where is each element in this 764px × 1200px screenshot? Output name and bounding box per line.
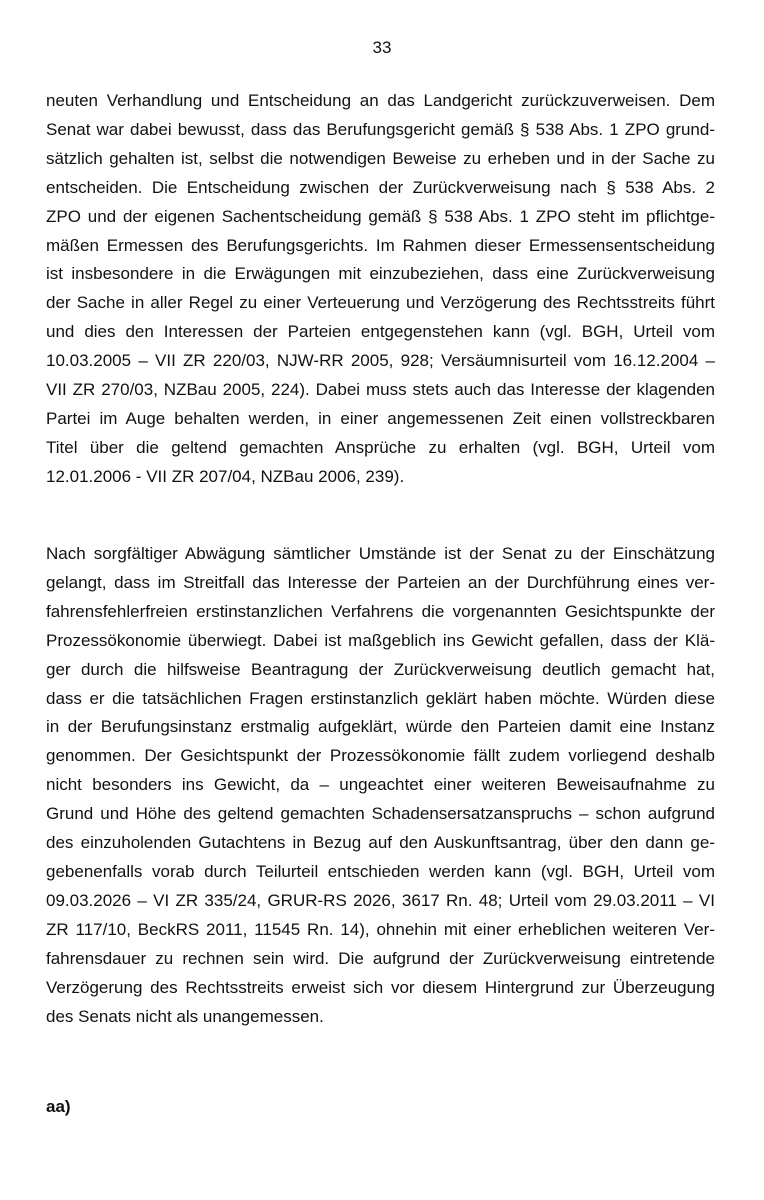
paragraph-1	[46, 87, 715, 492]
paragraph-2	[46, 540, 715, 1031]
text-line: des einzuholenden Gutachtens in Bezug auf den Auskunftsantrag, über den dann ge-	[46, 833, 715, 853]
text-line: 12.01.2006 - VII ZR 207/04, NZBau 2006, 239).	[46, 466, 405, 486]
page-number: 33	[372, 38, 392, 57]
text-line: ist insbesondere in die Erwägungen mit einzubeziehen, dass eine Zurückverweisung	[46, 264, 715, 284]
text-line: und dies den Interessen der Parteien entgegenstehen kann (vgl. BGH, Urteil vom	[46, 322, 715, 342]
text-line: Nach sorgfältiger Abwägung sämtlicher Umstände ist der Senat zu der Einschätzung	[46, 544, 715, 563]
text-line: mäßen Ermessen des Berufungsgerichts. Im Rahmen dieser Ermessensentscheidung	[46, 235, 715, 255]
text-line: Prozessökonomie überwiegt. Dabei ist maßgeblich ins Gewicht gefallen, dass der Klä-	[46, 630, 715, 650]
text-line: des Senats nicht als unangemessen.	[46, 1006, 324, 1026]
text-line: dass er die tatsächlichen Fragen erstinstanzlich geklärt haben möchte. Würden diese	[46, 688, 715, 708]
text-line: Titel über die geltend gemachten Ansprüche zu erhalten (vgl. BGH, Urteil vom	[46, 437, 715, 457]
text-line: Senat war dabei bewusst, dass das Berufungsgericht gemäß § 538 Abs. 1 ZPO grund-	[46, 119, 715, 139]
text-line: ZPO und der eigenen Sachentscheidung gemäß § 538 Abs. 1 ZPO steht im pflichtge-	[46, 206, 715, 226]
text-line: fahrensdauer zu rechnen sein wird. Die aufgrund der Zurückverweisung eintretende	[46, 948, 715, 968]
text-line: Partei im Auge behalten werden, in einer angemessenen Zeit einen vollstreckbaren	[46, 408, 715, 428]
text-line: Grund und Höhe des geltend gemachten Schadensersatzanspruchs – schon aufgrund	[46, 804, 715, 824]
text-line: in der Berufungsinstanz erstmalig aufgeklärt, würde den Parteien damit eine Instanz	[46, 717, 715, 737]
text-line: gebenenfalls vorab durch Teilurteil entschieden werden kann (vgl. BGH, Urteil vom	[46, 861, 715, 881]
text-line: genommen. Der Gesichtspunkt der Prozessökonomie fällt zudem vorliegend deshalb	[46, 746, 715, 766]
section-heading: aa)	[46, 1097, 71, 1116]
text-line: neuten Verhandlung und Entscheidung an das Landgericht zurückzuverweisen. Dem	[46, 91, 715, 110]
text-line: Verzögerung des Rechtsstreits erweist sich vor diesem Hintergrund zur Überzeugung	[46, 977, 715, 997]
text-line: der Sache in aller Regel zu einer Verteuerung und Verzögerung des Rechtsstreits führt	[46, 293, 715, 313]
text-line: 09.03.2026 – VI ZR 335/24, GRUR-RS 2026, 3617 Rn. 48; Urteil vom 29.03.2011 – VI	[46, 890, 715, 910]
text-line: gelangt, dass im Streitfall das Interesse der Parteien an der Durchführung eines ver-	[46, 572, 715, 592]
text-line: VII ZR 270/03, NZBau 2005, 224). Dabei muss stets auch das Interesse der klagenden	[46, 380, 715, 400]
text-line: ger durch die hilfsweise Beantragung der Zurückverweisung deutlich gemacht hat,	[46, 659, 715, 679]
text-line: 10.03.2005 – VII ZR 220/03, NJW-RR 2005, 928; Versäumnisurteil vom 16.12.2004 –	[46, 351, 715, 371]
text-line: fahrensfehlerfreien erstinstanzlichen Verfahrens die vorgenannten Gesichtspunkte der	[46, 601, 715, 621]
text-line: nicht besonders ins Gewicht, da – ungeachtet einer weiteren Beweisaufnahme zu	[46, 775, 715, 795]
text-line: sätzlich gehalten ist, selbst die notwendigen Beweise zu erheben und in der Sache zu	[46, 148, 715, 168]
text-line: entscheiden. Die Entscheidung zwischen der Zurückverweisung nach § 538 Abs. 2	[46, 177, 715, 197]
text-line: ZR 117/10, BeckRS 2011, 11545 Rn. 14), ohnehin mit einer erheblichen weiteren Ver-	[46, 919, 715, 939]
